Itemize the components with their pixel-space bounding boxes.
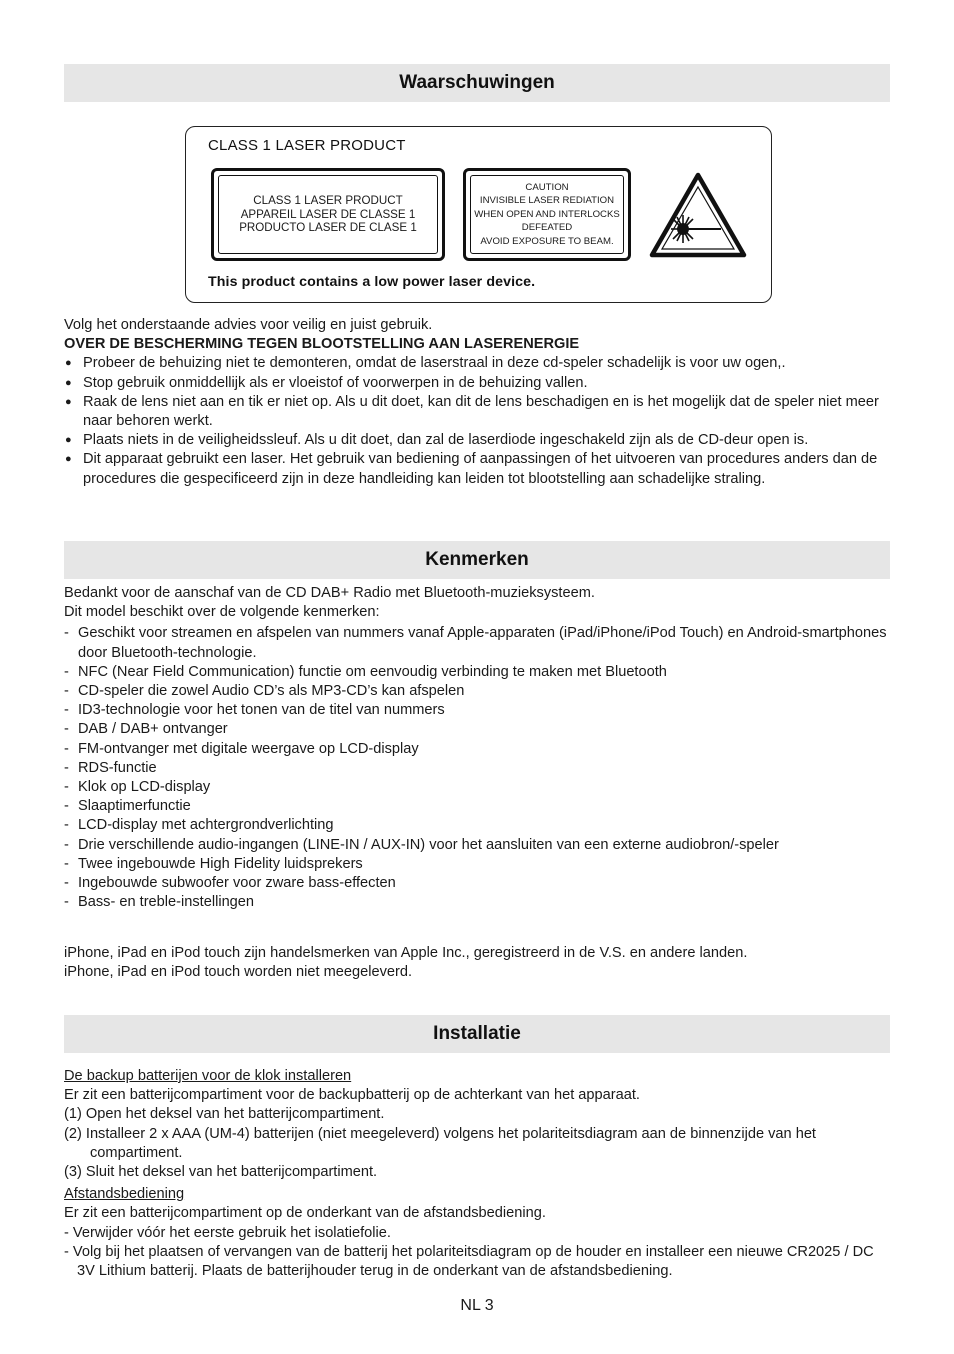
warnings-subheading: OVER DE BESCHERMING TEGEN BLOOTSTELLING AAN LASERENERGIE <box>64 336 580 353</box>
warnings-body <box>64 316 890 489</box>
list-item: - FM-ontvanger met digitale weergave op LCD-display <box>64 740 890 759</box>
list-item: - Twee ingebouwde High Fidelity luidsprekers <box>64 855 890 874</box>
section-title: Kenmerken <box>425 549 529 570</box>
laser-caution-line: DEFEATED <box>521 222 573 234</box>
page-number: NL 3 <box>460 1297 494 1314</box>
laser-label-title: CLASS 1 LASER PRODUCT <box>208 137 406 154</box>
laser-label <box>185 126 772 303</box>
features-body <box>64 584 890 912</box>
trademark-line: iPhone, iPad en iPod touch zijn handelsmerken van Apple Inc., geregistreerd in de V.S. en andere landen. <box>64 945 748 961</box>
list-item: - Geschikt voor streamen en afspelen van nummers vanaf Apple-apparaten (iPad/iPhone/iPod Touch) en Android-smartphones door Bluetooth-technologie. <box>64 624 890 662</box>
list-item: ● Raak de lens niet aan en tik er niet op. Als u dit doet, kan dit de lens beschadigen en is het mogelijk dat de speler niet meer naar behoren werkt. <box>64 393 890 431</box>
list-item: (1) Open het deksel van het batterijcompartiment. <box>64 1106 385 1123</box>
features-intro-line: Bedankt voor de aanschaf van de CD DAB+ Radio met Bluetooth-muzieksysteem. <box>64 585 595 601</box>
warnings-list <box>64 354 890 488</box>
backup-heading: De backup batterijen voor de klok installeren <box>64 1068 352 1084</box>
list-item: - Bass- en treble-instellingen <box>64 893 890 912</box>
list-item: - ID3-technologie voor het tonen van de titel van nummers <box>64 701 890 720</box>
section-header-warnings <box>64 64 890 102</box>
list-item: - Slaaptimerfunctie <box>64 797 890 816</box>
laser-label-footer: This product contains a low power laser device. <box>208 274 536 290</box>
list-item: ● Plaats niets in de veiligheidssleuf. Als u dit doet, dan zal de laserdiode ingeschakeld zijn als de CD-deur open is. <box>64 431 890 450</box>
list-item: - RDS-functie <box>64 759 890 778</box>
laser-class-line: PRODUCTO LASER DE CLASE 1 <box>239 221 417 235</box>
section-title: Waarschuwingen <box>399 72 555 93</box>
trademark-notice <box>64 944 890 982</box>
list-item: ● Dit apparaat gebruikt een laser. Het gebruik van bediening of aanpassingen of het uitvoeren van procedures anders dan de procedures die gespecificeerd zijn in deze handleiding kan leiden tot blootstelling aan schadelijke straling. <box>64 450 890 488</box>
list-item: ● Stop gebruik onmiddellijk als er vloeistof of voorwerpen in de behuizing vallen. <box>64 374 890 393</box>
list-item: - CD-speler die zowel Audio CD’s als MP3-CD’s kan afspelen <box>64 682 890 701</box>
warnings-intro: Volg het onderstaande advies voor veilig en juist gebruik. <box>64 317 433 333</box>
laser-caution-line: CAUTION <box>525 181 569 193</box>
remote-heading: Afstandsbediening <box>64 1186 185 1203</box>
list-item: (3) Sluit het deksel van het batterijcompartiment. <box>64 1164 378 1181</box>
laser-caution-line: AVOID EXPOSURE TO BEAM. <box>480 235 614 247</box>
list-item: - Drie verschillende audio-ingangen (LINE-IN / AUX-IN) voor het aansluiten van een externe audiobron/-speler <box>64 836 890 855</box>
list-item: - LCD-display met achtergrondverlichting <box>64 816 890 835</box>
trademark-line: iPhone, iPad en iPod touch worden niet meegeleverd. <box>64 964 413 981</box>
laser-class-line: APPAREIL LASER DE CLASSE 1 <box>240 207 416 221</box>
features-list <box>64 624 890 912</box>
remote-steps <box>64 1224 890 1282</box>
list-item: - Klok op LCD-display <box>64 778 890 797</box>
section-header-installation <box>64 1015 890 1053</box>
list-item: - Ingebouwde subwoofer voor zware bass-effecten <box>64 874 890 893</box>
laser-class-box <box>211 168 445 261</box>
section-header-features <box>64 541 890 579</box>
remote-intro: Er zit een batterijcompartiment op de onderkant van de afstandsbediening. <box>64 1205 546 1222</box>
list-item: - NFC (Near Field Communication) functie om eenvoudig verbinding te maken met Bluetooth <box>64 663 890 682</box>
backup-intro: Er zit een batterijcompartiment voor de backupbatterij op de achterkant van het apparaat. <box>64 1087 640 1104</box>
laser-caution-line: WHEN OPEN AND INTERLOCKS <box>474 208 620 220</box>
laser-class-line: CLASS 1 LASER PRODUCT <box>253 194 403 208</box>
list-item: ● Probeer de behuizing niet te demonteren, omdat de laserstraal in deze cd-speler schadelijk is voor uw ogen,. <box>64 354 890 373</box>
features-intro-line: Dit model beschikt over de volgende kenmerken: <box>64 604 380 621</box>
laser-caution-box <box>463 168 631 261</box>
list-item: - Verwijder vóór het eerste gebruik het isolatiefolie. <box>64 1224 391 1241</box>
backup-steps <box>64 1105 890 1182</box>
list-item: (2) Installeer 2 x AAA (UM-4) batterijen (niet meegeleverd) volgens het polariteitsdiagram aan de binnenzijde van het compartiment. <box>64 1125 816 1161</box>
laser-warning-icon <box>649 171 747 259</box>
list-item: - Volg bij het plaatsen of vervangen van de batterij het polariteitsdiagram op de houder en installeer een nieuwe CR2025 / DC 3V Lithium batterij. Plaats de batterijhouder terug in de onderkant van de afstandsbediening. <box>64 1243 874 1280</box>
installation-body <box>64 1067 890 1281</box>
list-item: - DAB / DAB+ ontvanger <box>64 720 890 739</box>
laser-caution-line: INVISIBLE LASER REDIATION <box>479 195 615 207</box>
section-title: Installatie <box>433 1023 521 1044</box>
